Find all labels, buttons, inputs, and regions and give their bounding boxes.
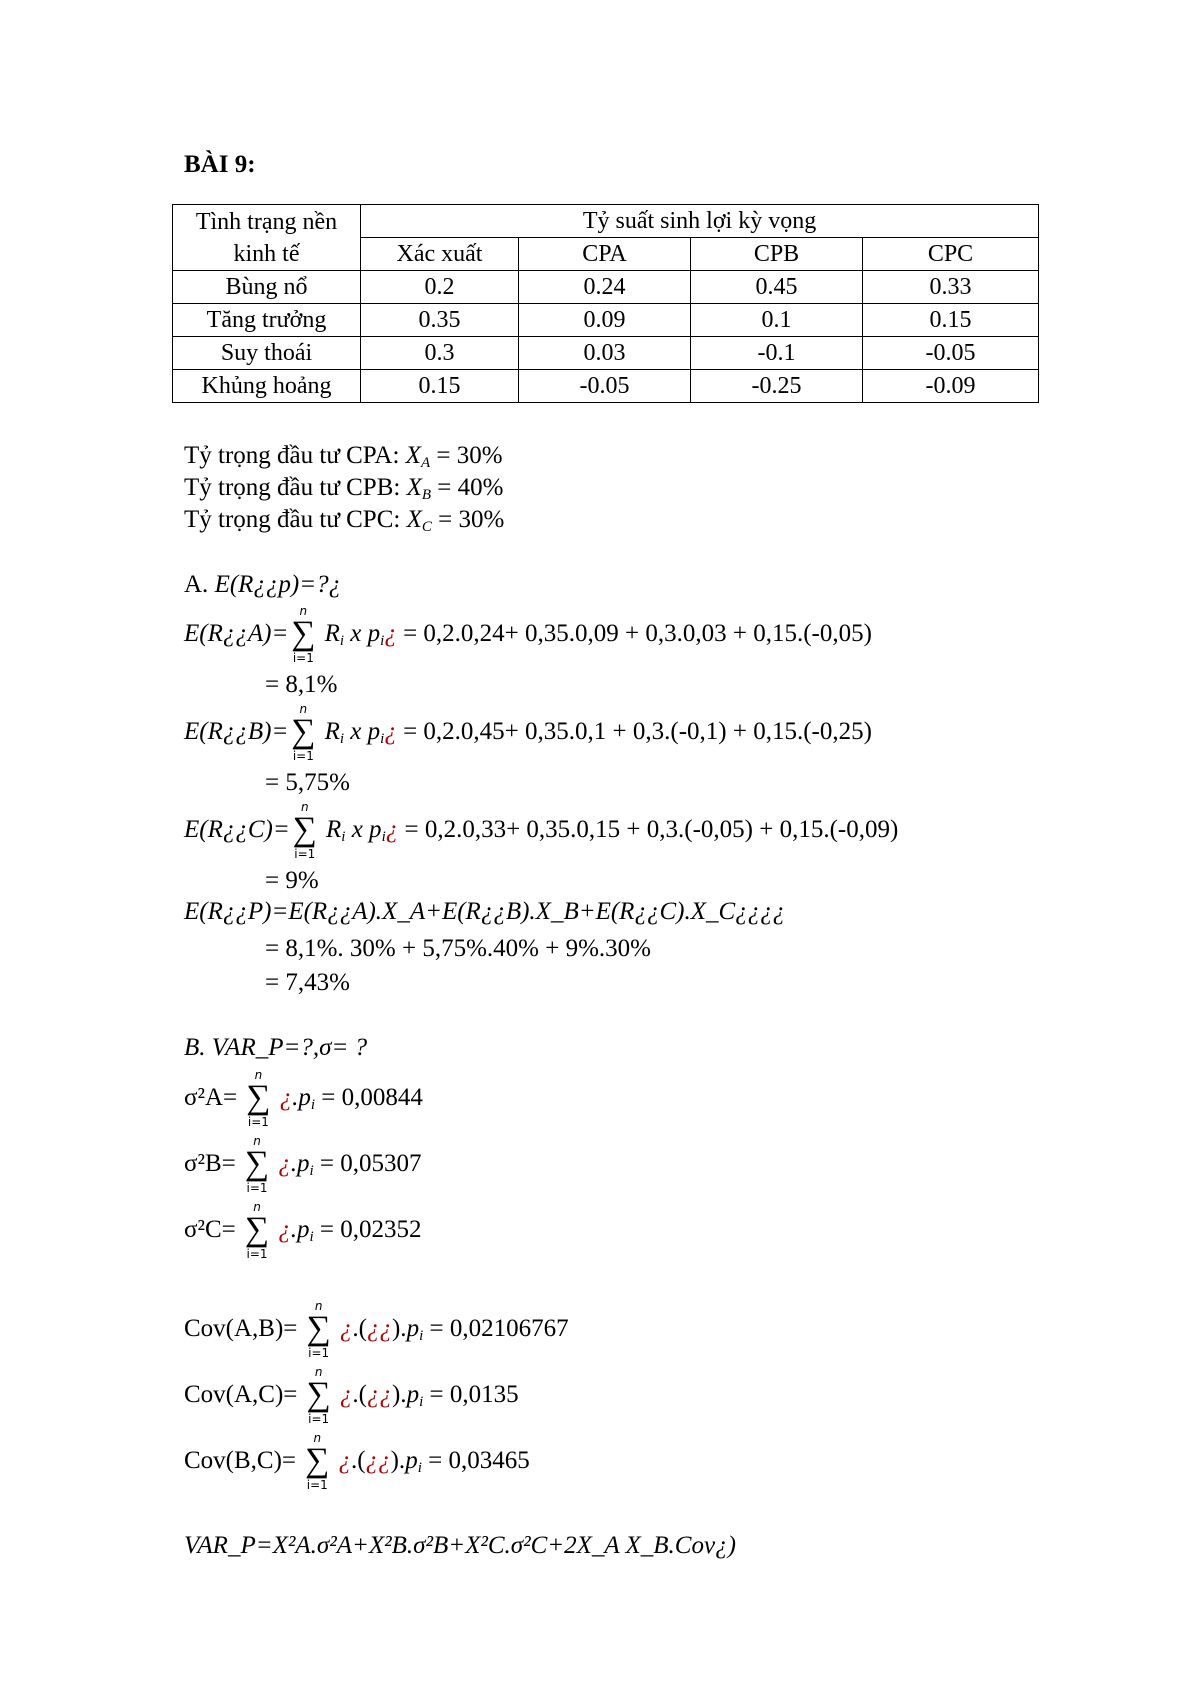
header-state: Tình trạng nền kinh tế — [173, 205, 361, 271]
cov-ab-value: = 0,02106767 — [429, 1315, 569, 1342]
expected-a-result: = 8,1% — [265, 671, 338, 698]
variance-c-value: = 0,02352 — [319, 1216, 422, 1243]
weight-var: X — [405, 442, 421, 469]
weight-value: = 40% — [437, 474, 504, 501]
weight-sub: B — [421, 487, 432, 503]
cov-ac-line: Cov(A,C)= ∑ n i=1 ¿$.(¿¿).p_i = 0,0135$ — [184, 1365, 519, 1426]
cell: 0.15 — [361, 370, 519, 403]
sum-top: n — [254, 1068, 263, 1082]
part-a-formula: E(R¿¿p)=?¿ — [214, 571, 342, 598]
term-r-sub: i — [339, 731, 345, 747]
cell: 0.09 — [519, 304, 691, 337]
table-row — [173, 271, 1039, 304]
col-header-cpb: CPB — [691, 238, 863, 271]
expected-a-lhs: E(R¿¿A)= — [184, 620, 289, 647]
sum-symbol: ∑ n i=1 — [302, 1446, 332, 1476]
variance-a-lhs: σ²A= — [184, 1084, 238, 1111]
cell: 0.1 — [691, 304, 863, 337]
expected-a-rhs: = 0,2.0,24+ 0,35.0,09 + 0,3.0,03 + 0,15.(-0,05) — [403, 620, 872, 647]
sum-bottom: i=1 — [306, 1478, 328, 1492]
cov-bc-lhs: Cov(B,C)= — [184, 1447, 297, 1474]
return-table — [172, 204, 1039, 403]
variance-b-lhs: σ²B= — [184, 1150, 236, 1177]
sum-top: n — [253, 1134, 261, 1148]
sum-symbol: ∑ n i=1 — [242, 1149, 272, 1179]
cov-ab-line: Cov(A,B)= ∑ n i=1 ¿$.(¿¿).p_i = 0,02106767$ — [184, 1299, 569, 1360]
row-state: Khủng hoảng — [173, 370, 361, 403]
expected-b-line: E(R¿¿B)=∑ n i=1 $R_i$ x $p_i¿ = 0,2.0,45+ 0,35.0,1 + 0,3.(-0,1) + 0,15.(-0,25)$ — [184, 702, 872, 763]
expected-a-line: E(R¿¿A)=∑ n i=1 $R_i$ x $p_i¿ = 0,2.0,24+ 0,35.0,09 + 0,3.0,03 + 0,15.(-0,05)$ — [184, 604, 872, 665]
part-a-label: A. — [184, 571, 209, 598]
sum-symbol: ∑ n i=1 — [288, 619, 318, 649]
cov-ab-lhs: Cov(A,B)= — [184, 1315, 298, 1342]
sum-top: n — [253, 1200, 261, 1214]
term-r-sub: i — [341, 829, 346, 845]
sum-symbol: ∑ n i=1 — [288, 717, 318, 747]
cell: -0.05 — [863, 337, 1039, 370]
expected-b-rhs: = 0,2.0,45+ 0,35.0,1 + 0,3.(-0,1) + 0,15.(-0,25) — [403, 718, 872, 745]
variance-a-line: σ²A= ∑ n i=1 ¿$.p_i = 0,00844$ — [184, 1068, 423, 1129]
weight-label: Tỷ trọng đầu tư CPB: — [184, 474, 401, 501]
sum-bottom: i=1 — [308, 1346, 330, 1360]
col-header-prob: Xác xuất — [361, 238, 519, 271]
cov-ac-lhs: Cov(A,C)= — [184, 1381, 298, 1408]
weight-line-cpc — [184, 505, 504, 542]
cell: 0.35 — [361, 304, 519, 337]
cov-bc-value: = 0,03465 — [428, 1447, 530, 1474]
variance-b-value: = 0,05307 — [319, 1150, 422, 1177]
expected-b-lhs: E(R¿¿B)= — [184, 718, 289, 745]
table-row — [173, 304, 1039, 337]
expected-p-formula: E(R¿¿P)=E(R¿¿A).X_A+E(R¿¿B).X_B+E(R¿¿C).X_C¿¿¿¿ — [184, 898, 786, 925]
weight-sub: C — [421, 519, 432, 535]
sum-bottom: i=1 — [292, 749, 314, 763]
sum-symbol: ∑ n i=1 — [243, 1083, 273, 1113]
weight-var: X — [406, 474, 422, 501]
sum-bottom: i=1 — [246, 1247, 268, 1261]
weight-value: = 30% — [438, 506, 505, 533]
variance-b-line: σ²B= ∑ n i=1 ¿$.p_i = 0,05307$ — [184, 1134, 422, 1195]
col-header-cpc: CPC — [863, 238, 1039, 271]
weight-value: = 30% — [436, 442, 503, 469]
sum-top: n — [300, 800, 309, 814]
header-group: Tỷ suất sinh lợi kỳ vọng — [361, 205, 1039, 238]
sum-top: n — [313, 1431, 322, 1445]
cov-ac-value: = 0,0135 — [429, 1381, 519, 1408]
row-state: Tăng trưởng — [173, 304, 361, 337]
variance-c-line: σ²C= ∑ n i=1 ¿$.p_i = 0,02352$ — [184, 1200, 422, 1261]
sum-bottom: i=1 — [292, 651, 314, 665]
cell: -0.05 — [519, 370, 691, 403]
col-header-cpa: CPA — [519, 238, 691, 271]
sum-symbol: ∑ n i=1 — [290, 815, 320, 845]
sum-bottom: i=1 — [247, 1115, 269, 1129]
cell: 0.2 — [361, 271, 519, 304]
cell: 0.33 — [863, 271, 1039, 304]
part-a-question — [184, 570, 341, 600]
cell: -0.25 — [691, 370, 863, 403]
sum-bottom: i=1 — [294, 847, 316, 861]
cell: 0.03 — [519, 337, 691, 370]
cell: 0.15 — [863, 304, 1039, 337]
sum-symbol: ∑ n i=1 — [304, 1314, 334, 1344]
table-row — [173, 370, 1039, 403]
variance-c-lhs: σ²C= — [184, 1216, 236, 1243]
variance-a-value: = 0,00844 — [321, 1084, 423, 1111]
cell: 0.24 — [519, 271, 691, 304]
expected-c-result: = 9% — [265, 867, 319, 894]
part-b-question: B. VAR_P=?,σ= ? — [184, 1034, 368, 1061]
row-state: Suy thoái — [173, 337, 361, 370]
cov-bc-line: Cov(B,C)= ∑ n i=1 ¿$.(¿¿).p_i = 0,03465$ — [184, 1431, 530, 1492]
cell: -0.09 — [863, 370, 1039, 403]
cell: 0.45 — [691, 271, 863, 304]
row-state: Bùng nổ — [173, 271, 361, 304]
term-r: R — [326, 816, 342, 843]
weight-var: X — [406, 506, 422, 533]
weight-label: Tỷ trọng đầu tư CPA: — [184, 442, 400, 469]
weight-sub: A — [420, 455, 431, 471]
expected-c-rhs: = 0,2.0,33+ 0,35.0,15 + 0,3.(-0,05) + 0,15.(-0,09) — [404, 816, 899, 843]
expected-p-result: = 7,43% — [265, 969, 350, 996]
exercise-title: BÀI 9: — [184, 151, 256, 178]
term-xp: x p — [351, 816, 382, 843]
sum-top: n — [314, 1299, 323, 1313]
cell: -0.1 — [691, 337, 863, 370]
term-xp: x p — [350, 718, 381, 745]
term-r: R — [324, 620, 340, 647]
table-row — [173, 337, 1039, 370]
sum-top: n — [314, 1365, 323, 1379]
term-r: R — [324, 718, 340, 745]
term-p-sub: i — [380, 731, 385, 747]
cell: 0.3 — [361, 337, 519, 370]
term-p-sub: i — [380, 633, 385, 649]
expected-p-line2: = 8,1%. 30% + 5,75%.40% + 9%.30% — [265, 935, 651, 962]
sum-top: n — [299, 702, 308, 716]
weight-label: Tỷ trọng đầu tư CPC: — [184, 506, 401, 533]
portfolio-variance-formula: VAR_P=X²A.σ²A+X²B.σ²B+X²C.σ²C+2X_A X_B.Cov¿) — [184, 1532, 736, 1559]
term-xp: x p — [350, 620, 381, 647]
expected-c-line: E(R¿¿C)=∑ n i=1 $R_i$ x $p_i¿ = 0,2.0,33+ 0,35.0,15 + 0,3.(-0,05) + 0,15.(-0,09)$ — [184, 800, 899, 861]
sum-bottom: i=1 — [308, 1412, 330, 1426]
sum-symbol: ∑ n i=1 — [242, 1215, 272, 1245]
term-p-sub: i — [381, 829, 386, 845]
expected-b-result: = 5,75% — [265, 769, 350, 796]
sum-top: n — [299, 604, 308, 618]
sum-symbol: ∑ n i=1 — [304, 1380, 334, 1410]
term-r-sub: i — [339, 633, 345, 649]
expected-c-lhs: E(R¿¿C)= — [184, 816, 290, 843]
sum-bottom: i=1 — [246, 1181, 268, 1195]
